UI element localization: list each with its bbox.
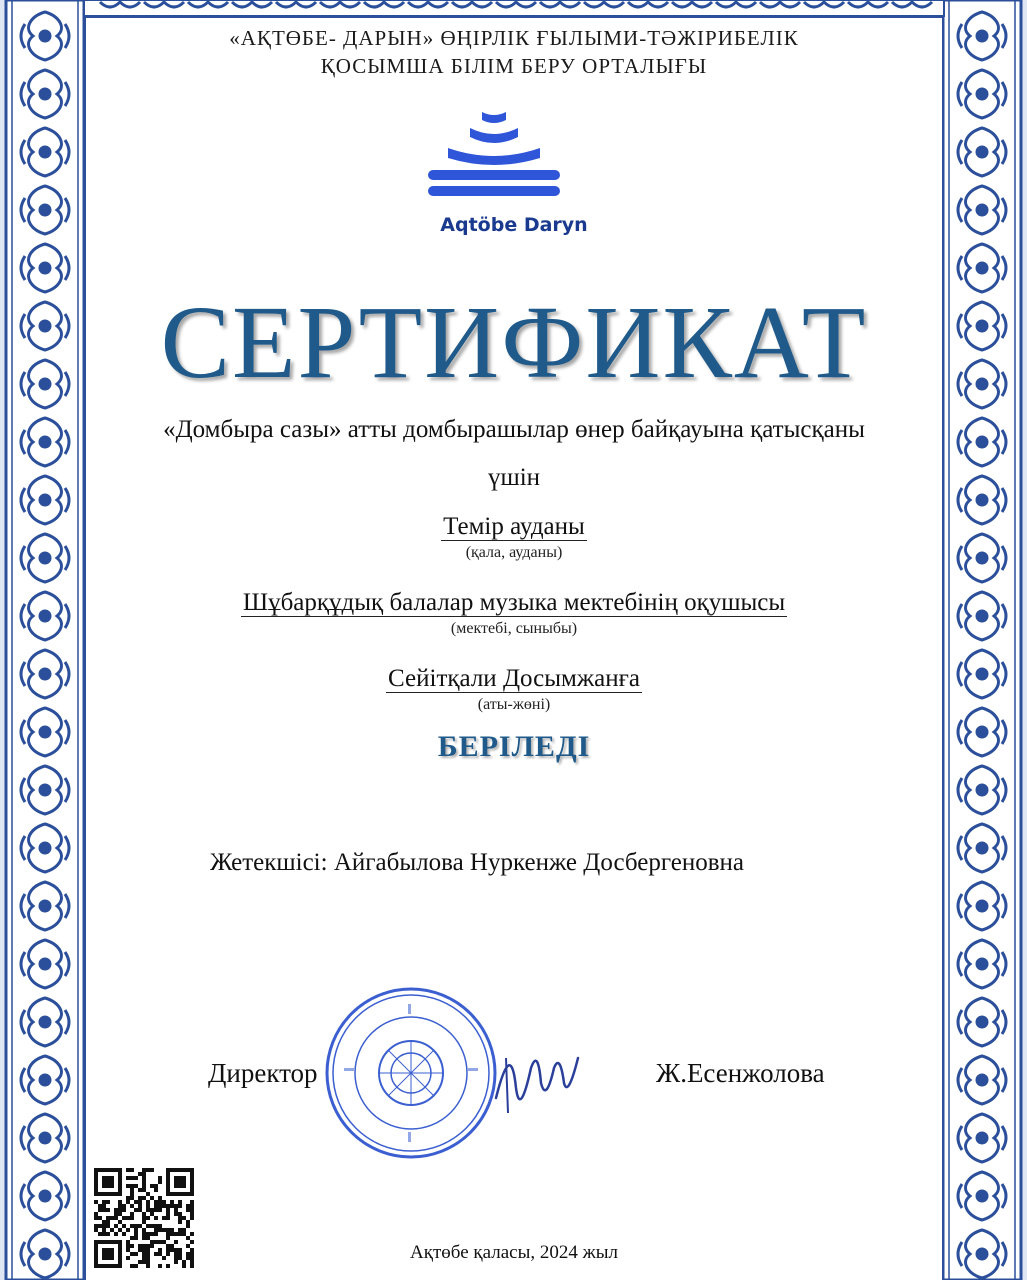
organization-line-1: «АҚТӨБЕ- ДАРЫН» ӨҢІРЛІК ҒЫЛЫМИ-ТӘЖІРИБЕЛІК: [229, 26, 799, 50]
director-signature: [486, 1028, 586, 1128]
certificate-title: СЕРТИФИКАТ: [160, 285, 868, 400]
certificate-body: [86, 18, 942, 1280]
district-field: Темір ауданы: [443, 513, 585, 540]
school-field: Шұбарқұдық балалар музыка мектебінің оқушысы: [242, 589, 786, 616]
official-seal-icon: [324, 986, 498, 1160]
purpose-line-2: үшін: [487, 464, 541, 491]
logo-text: Aqtöbe Daryn: [440, 214, 588, 236]
school-hint: (мектебі, сыныбы): [450, 620, 578, 637]
footer-place-year: Ақтөбе қаласы, 2024 жыл: [410, 1242, 618, 1263]
awarded-label: БЕРІЛЕДІ: [437, 730, 591, 763]
recipient-name-field: Сейітқали Досымжанға: [388, 665, 640, 692]
purpose-line-1: «Домбыра сазы» атты домбырашылар өнер байқауына қатысқаны: [163, 416, 865, 443]
director-name: Ж.Есенжолова: [656, 1058, 825, 1088]
organization-header: [86, 24, 942, 80]
leader-line: Жетекшісі: Айгабылова Нуркенже Досбергеновна: [210, 849, 745, 876]
district-hint: (қала, ауданы): [465, 544, 563, 561]
director-label: Директор: [208, 1058, 318, 1088]
daryn-wave-logo-icon: [426, 110, 562, 210]
organization-line-2: ҚОСЫМША БІЛІМ БЕРУ ОРТАЛЫҒЫ: [320, 54, 708, 78]
recipient-name-hint: (аты-жөні): [477, 696, 551, 713]
